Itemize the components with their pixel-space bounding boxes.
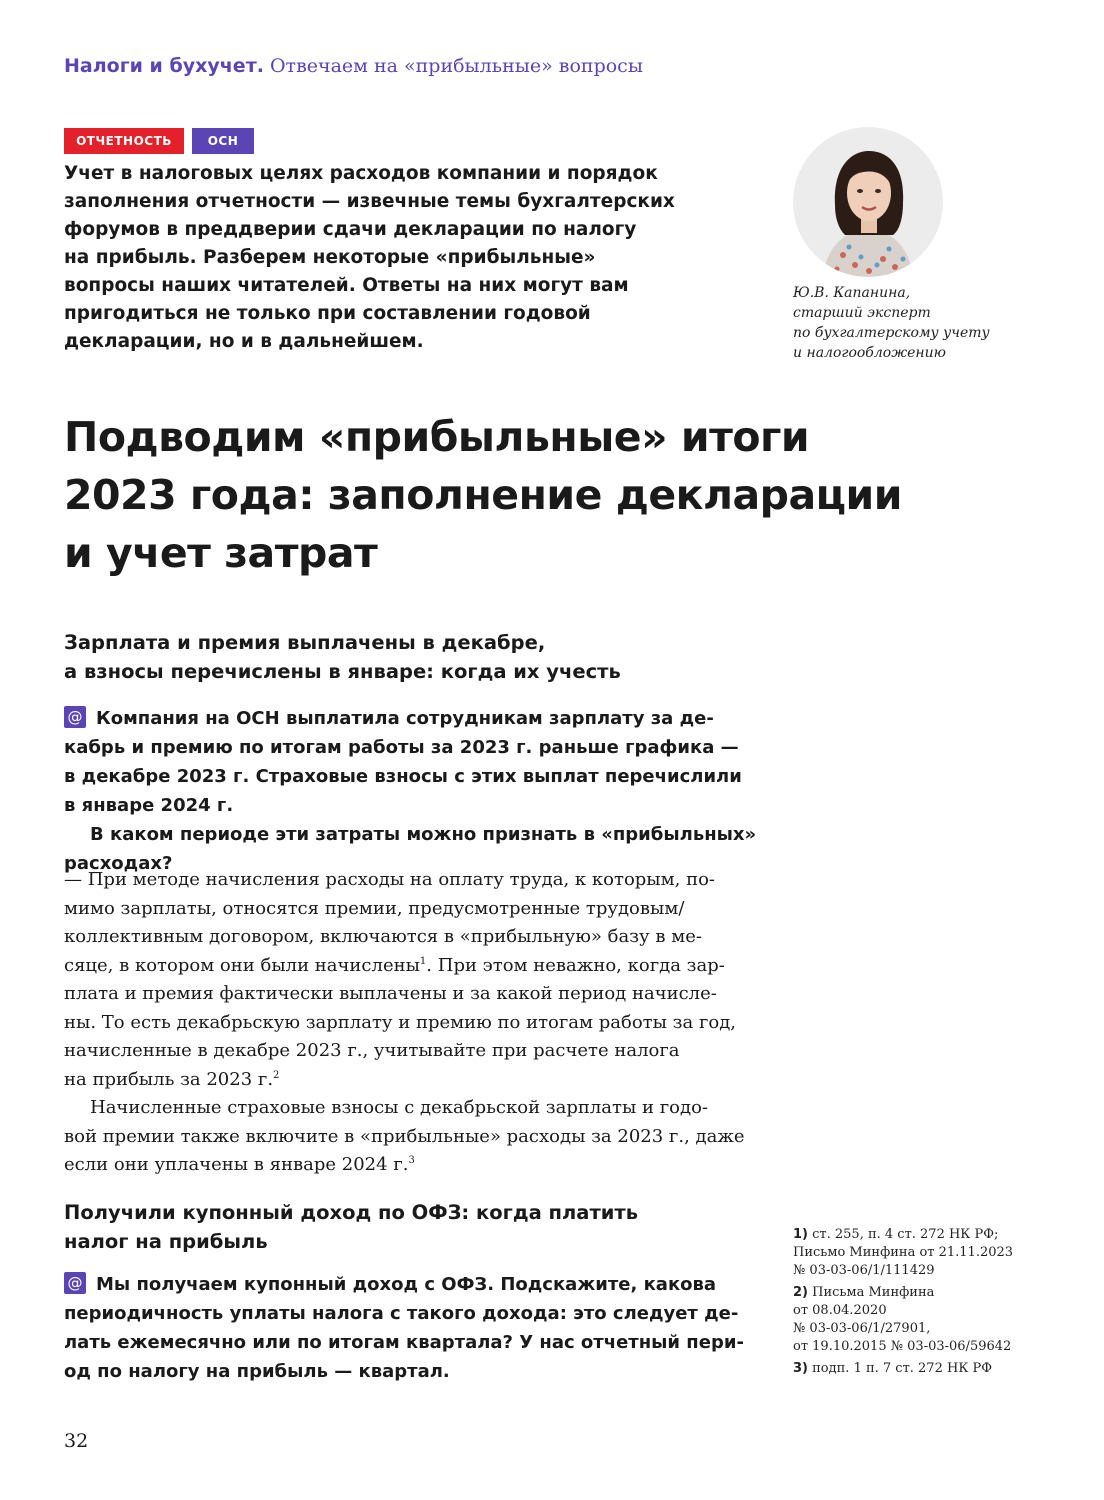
lead-line: заполнения отчетности — извечные темы бухгалтерских xyxy=(64,191,675,212)
author-photo xyxy=(793,127,943,277)
question-line: лать ежемесячно или по итогам квартала? У нас отчетный пери- xyxy=(64,1332,744,1353)
at-icon: @ xyxy=(64,1272,86,1294)
footnotes xyxy=(793,1226,1013,1382)
question-line: в декабре 2023 г. Страховые взносы с этих выплат перечислили xyxy=(64,766,742,787)
footnote-line xyxy=(793,1226,1013,1244)
answer-line: плата и премия фактически выплачены и за какой период начисле- xyxy=(64,983,717,1004)
heading-line: Получили купонный доход по ОФЗ: когда платить xyxy=(64,1201,639,1224)
question-line: периодичность уплаты налога с такого дохода: это следует де- xyxy=(64,1303,739,1324)
section2-heading xyxy=(64,1198,638,1256)
answer-line xyxy=(64,952,754,981)
question-line: расходах? xyxy=(64,853,173,874)
section2-question xyxy=(64,1270,754,1386)
answer-line: начисленные в декабре 2023 г., учитывайте при расчете налога xyxy=(64,1040,680,1061)
footnote-number: 3) xyxy=(793,1361,808,1376)
author-line: Ю.В. Капанина, xyxy=(793,285,911,301)
section-header-rest: Отвечаем на «прибыльные» вопросы xyxy=(269,55,643,77)
answer-text: если они уплачены в январе 2024 г. xyxy=(64,1154,409,1175)
section1-heading xyxy=(64,628,621,686)
title-line: Подводим «прибыльные» итоги xyxy=(64,413,810,461)
heading-line: Зарплата и премия выплачены в декабре, xyxy=(64,631,546,654)
footnote-line: № 03-03-06/1/27901, xyxy=(793,1321,931,1336)
footnote-text: Письма Минфина xyxy=(812,1285,935,1300)
answer-text: сяце, в котором они были начислены xyxy=(64,954,420,976)
footnote-ref-2: 2 xyxy=(273,1069,280,1081)
author-caption xyxy=(793,283,990,363)
title-line: и учет затрат xyxy=(64,529,378,577)
section-header-bold: Налоги и бухучет. xyxy=(64,55,264,77)
author-line: и налогообложению xyxy=(793,345,946,361)
answer-line: Начисленные страховые взносы с декабрьской зарплаты и годо- xyxy=(90,1097,709,1118)
answer-text: . При этом неважно, когда зар- xyxy=(426,954,725,976)
question-line xyxy=(64,704,754,733)
footnote-text: ст. 255, п. 4 ст. 272 НК РФ; xyxy=(812,1227,999,1242)
lead-line: форумов в преддверии сдачи декларации по налогу xyxy=(64,219,637,240)
lead-line: пригодиться не только при составлении годовой xyxy=(64,303,591,324)
answer-line: вой премии также включите в «прибыльные» расходы за 2023 г., даже xyxy=(64,1125,745,1147)
footnote-2 xyxy=(793,1284,1013,1356)
question-line: В каком периоде эти затраты можно признать в «прибыльных» xyxy=(90,824,757,845)
footnote-number: 2) xyxy=(793,1285,808,1300)
lead-line: на прибыль. Разберем некоторые «прибыльные» xyxy=(64,247,596,268)
answer-text: на прибыль за 2023 г. xyxy=(64,1068,274,1090)
footnote-line: № 03-03-06/1/111429 xyxy=(793,1263,935,1278)
footnote-number: 1) xyxy=(793,1227,808,1242)
page-number: 32 xyxy=(64,1430,89,1452)
answer-line xyxy=(64,1066,754,1095)
answer-line: ны. То есть декабрьскую зарплату и премию по итогам работы за год, xyxy=(64,1011,737,1033)
footnote-line: от 19.10.2015 № 03-03-06/59642 xyxy=(793,1339,1012,1354)
question-line: в январе 2024 г. xyxy=(64,795,234,816)
question-text: Мы получаем купонный доход с ОФЗ. Подскажите, какова xyxy=(96,1274,717,1295)
footnote-1 xyxy=(793,1226,1013,1280)
footnote-ref-1: 1 xyxy=(419,955,427,967)
heading-line: налог на прибыль xyxy=(64,1230,268,1253)
title-line: 2023 года: заполнение декларации xyxy=(64,471,903,519)
author-line: по бухгалтерскому учету xyxy=(793,325,990,341)
tag-reporting: ОТЧЕТНОСТЬ xyxy=(64,128,184,154)
answer-line: мимо зарплаты, относятся премии, предусмотренные трудовым/ xyxy=(64,897,685,919)
tag-osn: ОСН xyxy=(192,128,254,154)
answer-line: — При методе начисления расходы на оплату труда, к которым, по- xyxy=(64,869,715,890)
answer-line xyxy=(64,1151,754,1180)
footnote-ref-3: 3 xyxy=(408,1155,415,1166)
section-header xyxy=(64,55,643,77)
at-icon: @ xyxy=(64,706,86,728)
heading-line: а взносы перечислены в январе: когда их учесть xyxy=(64,660,621,683)
question-line xyxy=(64,1270,754,1299)
section1-question xyxy=(64,704,757,878)
lead-line: декларации, но и в дальнейшем. xyxy=(64,331,424,352)
lead-line: вопросы наших читателей. Ответы на них могут вам xyxy=(64,275,629,296)
question-line: кабрь и премию по итогам работы за 2023 г. раньше графика — xyxy=(64,737,739,758)
question-line: од по налогу на прибыль — квартал. xyxy=(64,1361,450,1382)
section1-answer xyxy=(64,866,754,1180)
footnote-text: подп. 1 п. 7 ст. 272 НК РФ xyxy=(812,1361,993,1376)
footnote-line xyxy=(793,1360,1013,1378)
author-line: старший эксперт xyxy=(793,305,931,321)
question-text: Компания на ОСН выплатила сотрудникам зарплату за де- xyxy=(96,708,714,729)
lead-line: Учет в налоговых целях расходов компании и порядок xyxy=(64,163,658,184)
footnote-3 xyxy=(793,1360,1013,1378)
footnote-line: Письмо Минфина от 21.11.2023 xyxy=(793,1245,1014,1260)
answer-line: коллективным договором, включаются в «прибыльную» базу в ме- xyxy=(64,926,702,947)
footnote-line xyxy=(793,1284,1013,1302)
footnote-line: от 08.04.2020 xyxy=(793,1303,887,1318)
article-title xyxy=(64,408,902,582)
lead-paragraph xyxy=(64,160,754,356)
